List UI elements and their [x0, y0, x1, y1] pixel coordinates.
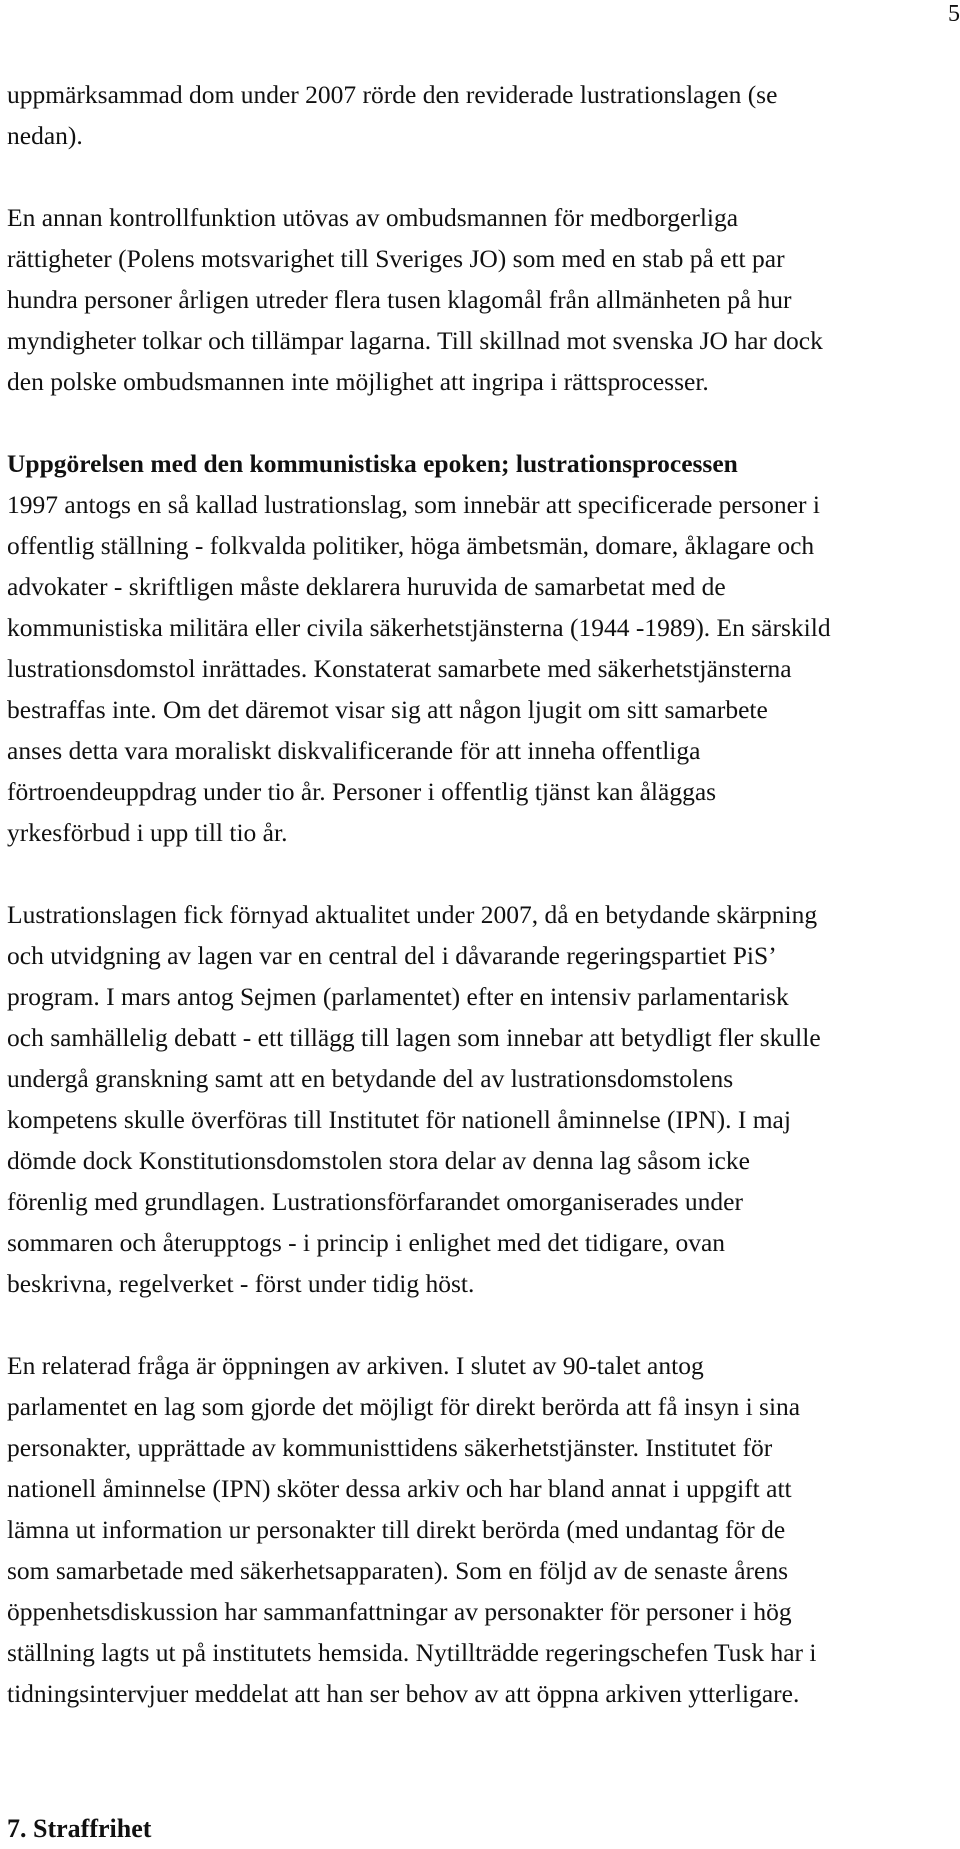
text-line: bestraffas inte. Om det däremot visar sig att någon ljugit om sitt samarbete: [7, 695, 768, 724]
subsection-heading: Uppgörelsen med den kommunistiska epoken; lustrationsprocessen: [7, 449, 738, 478]
text-line: hundra personer årligen utreder flera tusen klagomål från allmänheten på hur: [7, 285, 792, 314]
text-line: advokater - skriftligen måste deklarera huruvida de samarbetat med de: [7, 572, 726, 601]
section-heading: 7. Straffrihet: [7, 1814, 152, 1843]
text-line: Lustrationslagen fick förnyad aktualitet under 2007, då en betydande skärpning: [7, 900, 818, 929]
text-line: program. I mars antog Sejmen (parlamentet) efter en intensiv parlamentarisk: [7, 982, 789, 1011]
paragraph-4: [7, 894, 952, 1304]
text-line: dömde dock Konstitutionsdomstolen stora delar av denna lag såsom icke: [7, 1146, 750, 1175]
text-line: lustrationsdomstol inrättades. Konstaterat samarbete med säkerhetstjänsterna: [7, 654, 792, 683]
text-line: uppmärksammad dom under 2007 rörde den reviderade lustrationslagen (se: [7, 80, 778, 109]
text-line: tidningsintervjuer meddelat att han ser behov av att öppna arkiven ytterligare.: [7, 1679, 800, 1708]
paragraph-1: [7, 74, 952, 156]
text-line: som samarbetade med säkerhetsapparaten). Som en följd av de senaste årens: [7, 1556, 788, 1585]
text-line: kompetens skulle överföras till Institutet för nationell åminnelse (IPN). I maj: [7, 1105, 791, 1134]
text-line: En relaterad fråga är öppningen av arkiven. I slutet av 90-talet antog: [7, 1351, 704, 1380]
text-line: nationell åminnelse (IPN) sköter dessa arkiv och har bland annat i uppgift att: [7, 1474, 792, 1503]
text-line: och samhällelig debatt - ett tillägg till lagen som innebar att betydligt fler skulle: [7, 1023, 821, 1052]
text-line: personakter, upprättade av kommunisttidens säkerhetstjänster. Institutet för: [7, 1433, 773, 1462]
text-line: parlamentet en lag som gjorde det möjligt för direkt berörda att få insyn i sina: [7, 1392, 801, 1421]
text-line: förenlig med grundlagen. Lustrationsförfarandet omorganiserades under: [7, 1187, 743, 1216]
paragraph-3: [7, 443, 952, 853]
text-line: beskrivna, regelverket - först under tidig höst.: [7, 1269, 475, 1298]
document-body: [7, 74, 952, 1714]
text-line: yrkesförbud i upp till tio år.: [7, 818, 288, 847]
text-line: nedan).: [7, 121, 83, 150]
text-line: kommunistiska militära eller civila säkerhetstjänsterna (1944 -1989). En särskild: [7, 613, 831, 642]
paragraph-2: [7, 197, 952, 402]
text-line: rättigheter (Polens motsvarighet till Sveriges JO) som med en stab på ett par: [7, 244, 785, 273]
text-line: ställning lagts ut på institutets hemsida. Nytillträdde regeringschefen Tusk har i: [7, 1638, 817, 1667]
paragraph-5: [7, 1345, 952, 1714]
text-line: den polske ombudsmannen inte möjlighet att ingripa i rättsprocesser.: [7, 367, 709, 396]
text-line: anses detta vara moraliskt diskvalificerande för att inneha offentliga: [7, 736, 701, 765]
text-line: förtroendeuppdrag under tio år. Personer i offentlig tjänst kan åläggas: [7, 777, 717, 806]
text-line: och utvidgning av lagen var en central del i dåvarande regeringspartiet PiS’: [7, 941, 777, 970]
text-line: offentlig ställning - folkvalda politiker, höga ämbetsmän, domare, åklagare och: [7, 531, 815, 560]
page-number: 5: [948, 1, 960, 27]
text-line: myndigheter tolkar och tillämpar lagarna. Till skillnad mot svenska JO har dock: [7, 326, 823, 355]
text-line: sommaren och återupptogs - i princip i enlighet med det tidigare, ovan: [7, 1228, 726, 1257]
text-line: undergå granskning samt att en betydande del av lustrationsdomstolens: [7, 1064, 734, 1093]
text-line: öppenhetsdiskussion har sammanfattningar av personakter för personer i hög: [7, 1597, 792, 1626]
text-line: lämna ut information ur personakter till direkt berörda (med undantag för de: [7, 1515, 786, 1544]
text-line: En annan kontrollfunktion utövas av ombudsmannen för medborgerliga: [7, 203, 739, 232]
text-line: 1997 antogs en så kallad lustrationslag, som innebär att specificerade personer i: [7, 490, 820, 519]
